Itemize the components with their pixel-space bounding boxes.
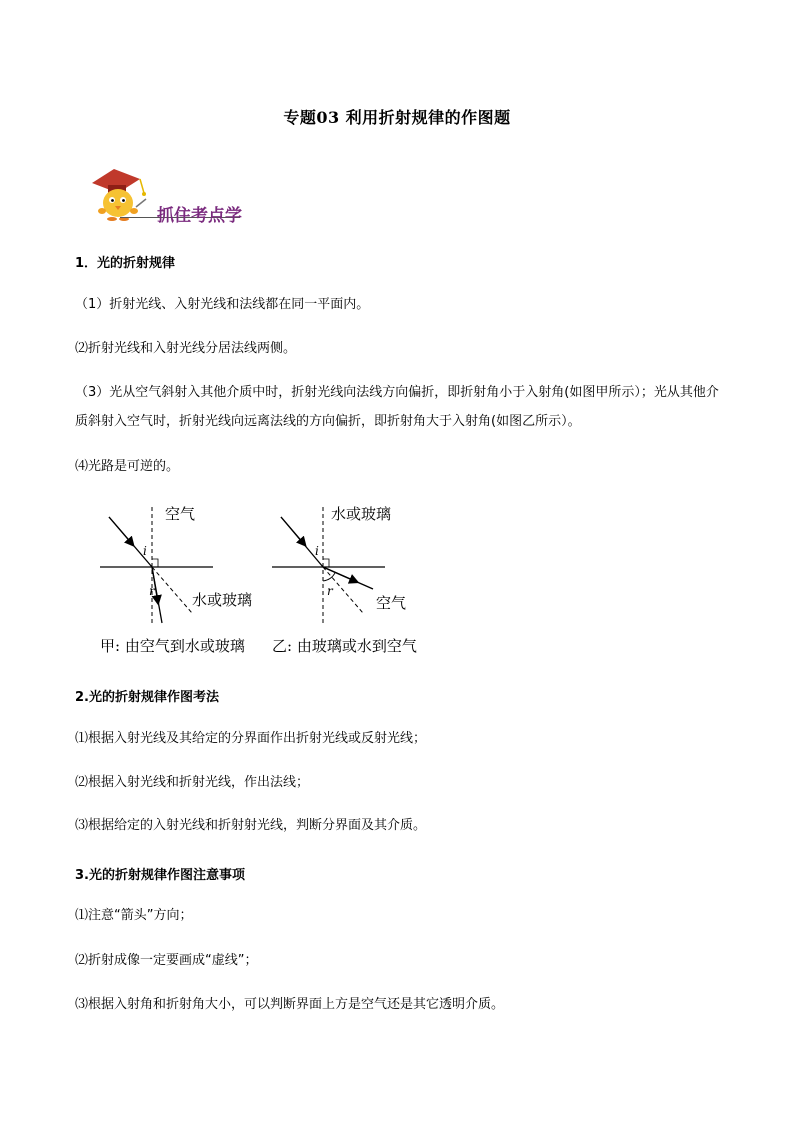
section1-item-4: ⑷光路是可逆的。 (75, 459, 180, 474)
refraction-diagram (95, 495, 455, 665)
section1-item-3: （3）光从空气斜射入其他介质中时，折射光线向法线方向偏折，即折射角小于入射角(如图甲所示）；光从其他介质斜射入空气时，折射光线向远离法线的方向偏折，即折射角大于入射角(如图乙所示）。 (75, 385, 719, 429)
section3-item-3: ⑶根据入射角和折射角大小，可以判断界面上方是空气还是其它透明介质。 (75, 997, 505, 1012)
banner-title: 抓住考点学 (157, 206, 242, 226)
section2-item-1: ⑴根据入射光线及其给定的分界面作出折射光线或反射光线； (75, 731, 427, 746)
page-title: 专题03 利用折射规律的作图题 (283, 108, 511, 127)
section-banner (84, 163, 284, 225)
yi-top-label: 水或玻璃 (331, 505, 392, 523)
yi-bottom-label: 空气 (376, 594, 407, 612)
jia-bottom-label: 水或玻璃 (192, 591, 253, 609)
yi-angle-i: i (315, 544, 319, 558)
section1-item-1: （1）折射光线、入射光线和法线都在同一平面内。 (75, 297, 370, 312)
section2-heading: 2.光的折射规律作图考法 (75, 690, 219, 705)
section3-item-1: ⑴注意“箭头”方向； (75, 908, 193, 923)
jia-top-label: 空气 (165, 505, 196, 523)
section2-item-2: ⑵根据入射光线和折射光线，作出法线； (75, 775, 310, 790)
diagram-yi (272, 505, 417, 655)
section3-item-2: ⑵折射成像一定要画成“虚线”； (75, 953, 258, 968)
section1-heading: 1．光的折射规律 (75, 256, 176, 271)
diagram-jia (100, 505, 252, 655)
jia-caption: 甲: 由空气到水或玻璃 (100, 637, 245, 655)
section2-item-3: ⑶根据给定的入射光线和折射射光线，判断分界面及其介质。 (75, 818, 427, 833)
jia-angle-i: i (143, 544, 147, 558)
section1-item-2: ⑵折射光线和入射光线分居法线两侧。 (75, 341, 297, 356)
jia-angle-r: r (149, 584, 155, 598)
section3-heading: 3.光的折射规律作图注意事项 (75, 868, 245, 883)
yi-caption: 乙: 由玻璃或水到空气 (272, 637, 417, 655)
graduate-mascot-icon (84, 163, 156, 225)
yi-angle-r: r (327, 584, 333, 598)
refraction-figure (95, 495, 455, 665)
